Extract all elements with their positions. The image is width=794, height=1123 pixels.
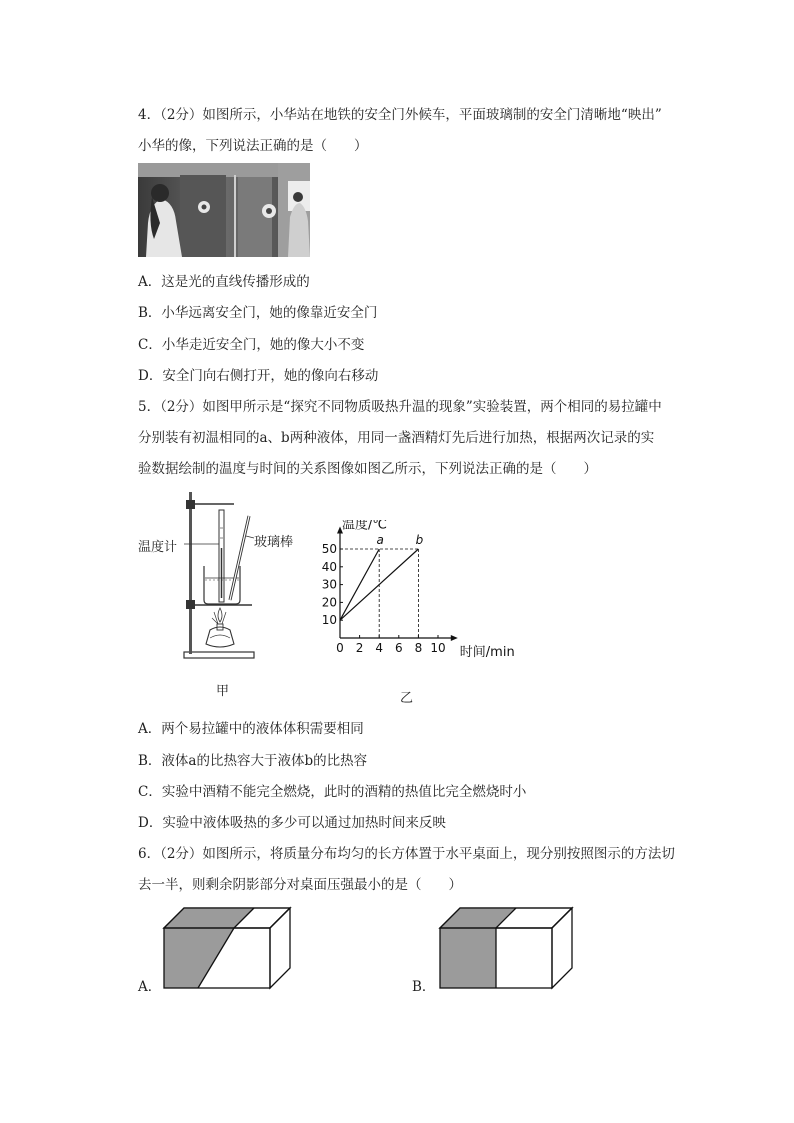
q6-stem-line1: 6．（2分）如图所示，将质量分布均匀的长方体置于水平桌面上，现分别按照图示的方法切 [138,846,675,862]
q5-figure-apparatus [132,488,302,698]
q5-stem-line3: 验数据绘制的温度与时间的关系图像如图乙所示，下列说法正确的是（ ） [138,461,597,477]
q5-stem-line2: 分别装有初温相同的a、b两种液体，用同一盏酒精灯先后进行加热，根据两次记录的实 [138,430,655,446]
y-axis-label: 温度/℃ [342,520,387,533]
series-label-a: a [376,533,384,547]
q4-option-d: D．安全门向右侧打开，她的像向右移动 [138,368,379,384]
y-tick-label: 40 [321,559,337,574]
series-line-a [340,549,379,620]
x-axis-arrow [451,635,458,641]
y-tick-label: 20 [321,595,337,610]
x-tick-label: 2 [355,641,364,655]
x-tick-label: 10 [430,641,446,655]
q6-option-b-label: B． [412,979,436,995]
y-tick-label: 50 [321,542,337,556]
q4-option-a: A．这是光的直线传播形成的 [138,274,310,290]
x-tick-label: 0 [336,641,344,655]
x-tick-label: 4 [375,641,384,655]
x-tick-label: 6 [394,641,403,655]
series-label-b: b [415,533,424,547]
q6-figure-b [438,906,574,990]
q5-chart [318,520,528,670]
y-tick-label: 10 [321,613,337,628]
x-axis-label: 时间/min [459,645,515,660]
thermometer-label: 温度计 [138,540,178,555]
q4-photo [138,163,310,257]
q6-figure-a [162,906,292,990]
q5-option-d: D．实验中液体吸热的多少可以通过加热时间来反映 [138,815,446,831]
q4-stem-line1: 4．（2分）如图所示，小华站在地铁的安全门外候车，平面玻璃制的安全门清晰地“映出” [138,107,662,123]
glass-rod-label: 玻璃棒 [254,535,294,550]
q4-option-b: B．小华远离安全门，她的像靠近安全门 [138,305,378,321]
q5-option-c: C．实验中酒精不能完全燃烧，此时的酒精的热值比完全燃烧时小 [138,784,527,800]
q4-option-c: C．小华走近安全门，她的像大小不变 [138,337,365,353]
y-tick-label: 30 [321,577,337,592]
figure-b-caption: 乙 [400,691,414,706]
q5-option-a: A．两个易拉罐中的液体体积需要相同 [138,721,364,737]
q6-option-a-label: A． [138,979,162,995]
q4-stem-line2: 小华的像，下列说法正确的是（ ） [138,138,368,154]
q5-option-b: B．液体a的比热容大于液体b的比热容 [138,753,368,769]
q6-stem-line2: 去一半，则剩余阴影部分对桌面压强最小的是（ ） [138,877,462,893]
q5-stem-line1: 5．（2分）如图甲所示是“探究不同物质吸热升温的现象”实验装置，两个相同的易拉罐中 [138,399,662,415]
x-tick-label: 8 [414,641,423,655]
figure-a-caption: 甲 [216,684,230,699]
